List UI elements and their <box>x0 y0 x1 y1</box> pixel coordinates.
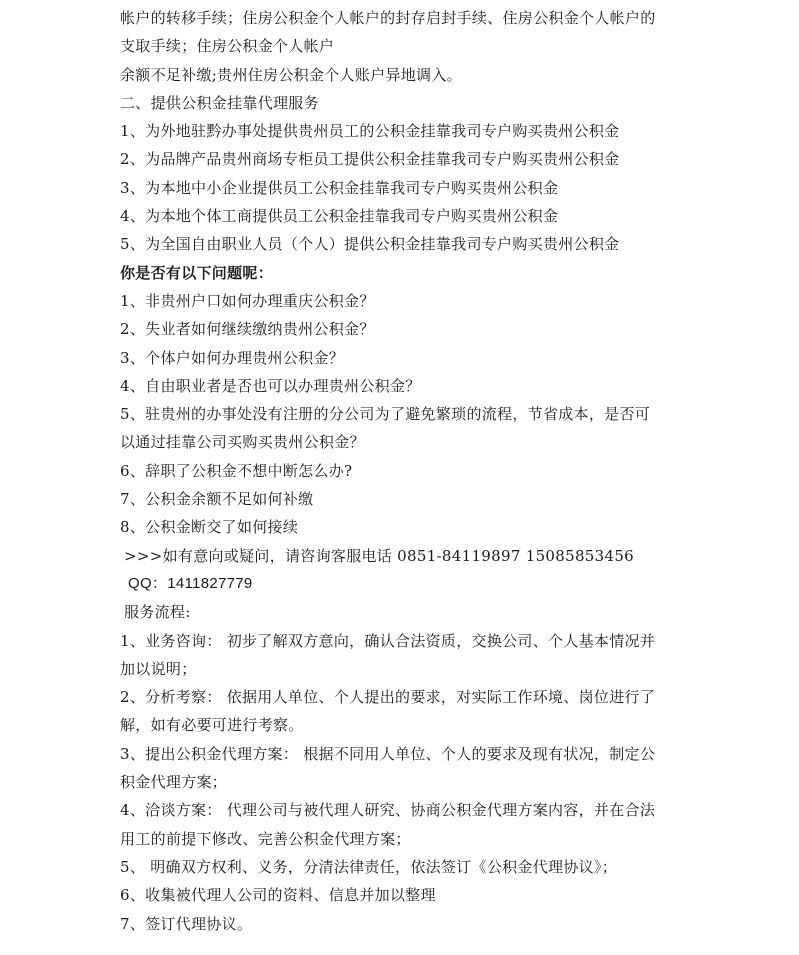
list-item: 1、非贵州户口如何办理重庆公积金？ <box>120 291 375 310</box>
process-step-continuation: 加以说明； <box>120 659 197 678</box>
process-step: 6、收集被代理人公司的资料、信息并加以整理 <box>120 886 436 905</box>
list-item-continuation: 以通过挂靠公司买购买贵州公积金？ <box>120 433 365 452</box>
list-item: 4、为本地个体工商提供员工公积金挂靠我司专户购买贵州公积金 <box>120 207 559 226</box>
list-item: 8、公积金断交了如何接续 <box>120 518 299 537</box>
list-item: 5、为全国自由职业人员（个人）提供公积金挂靠我司专户购买贵州公积金 <box>120 235 620 254</box>
list-item: 2、为品牌产品贵州商场专柜员工提供公积金挂靠我司专户购买贵州公积金 <box>120 150 620 169</box>
list-item: 7、公积金余额不足如何补缴 <box>120 490 314 509</box>
text-line: 余额不足补缴;贵州住房公积金个人账户异地调入。 <box>120 65 462 84</box>
contact-phone-line: >>>如有意向或疑问，请咨询客服电话 0851-84119897 15085853456 <box>124 546 635 565</box>
list-item: 2、失业者如何继续缴纳贵州公积金？ <box>120 320 375 339</box>
text-line: 支取手续；住房公积金个人帐户 <box>120 37 335 56</box>
process-heading: 服务流程: <box>124 603 191 622</box>
process-step: 5、 明确双方权利、义务，分清法律责任，依法签订《公积金代理协议》； <box>120 857 618 876</box>
text-line: 帐户的转移手续；住房公积金个人帐户的封存启封手续、住房公积金个人帐户的 <box>120 9 656 27</box>
document-page <box>120 4 690 938</box>
process-step: 1、业务咨询： 初步了解双方意向，确认合法资质，交换公司、个人基本情况并 <box>120 631 656 650</box>
process-step: 7、签订代理协议。 <box>120 914 253 933</box>
process-step-continuation: 用工的前提下修改、完善公积金代理方案； <box>120 829 411 848</box>
list-item: 5、驻贵州的办事处没有注册的分公司为了避免繁琐的流程，节省成本，是否可 <box>120 405 651 424</box>
section-heading: 二、提供公积金挂靠代理服务 <box>120 93 319 112</box>
list-item: 6、辞职了公积金不想中断怎么办? <box>120 461 353 480</box>
list-item: 1、为外地驻黔办事处提供贵州员工的公积金挂靠我司专户购买贵州公积金 <box>120 122 620 141</box>
list-item: 3、个体户如何办理贵州公积金？ <box>120 348 345 367</box>
question-heading: 你是否有以下问题呢： <box>120 263 274 282</box>
process-step-continuation: 积金代理方案； <box>120 773 228 792</box>
list-item: 4、自由职业者是否也可以办理贵州公积金？ <box>120 376 421 395</box>
process-step: 3、提出公积金代理方案： 根据不同用人单位、个人的要求及现有状况，制定公 <box>120 744 656 763</box>
list-item: 3、为本地中小企业提供员工公积金挂靠我司专户购买贵州公积金 <box>120 178 559 197</box>
process-step-continuation: 解，如有必要可进行考察。 <box>120 716 304 735</box>
process-step: 4、洽谈方案： 代理公司与被代理人研究、协商公积金代理方案内容，并在合法 <box>120 801 656 820</box>
contact-qq-line: QQ：1411827779 <box>128 574 253 592</box>
process-step: 2、分析考察： 依据用人单位、个人提出的要求，对实际工作环境、岗位进行了 <box>120 688 656 707</box>
